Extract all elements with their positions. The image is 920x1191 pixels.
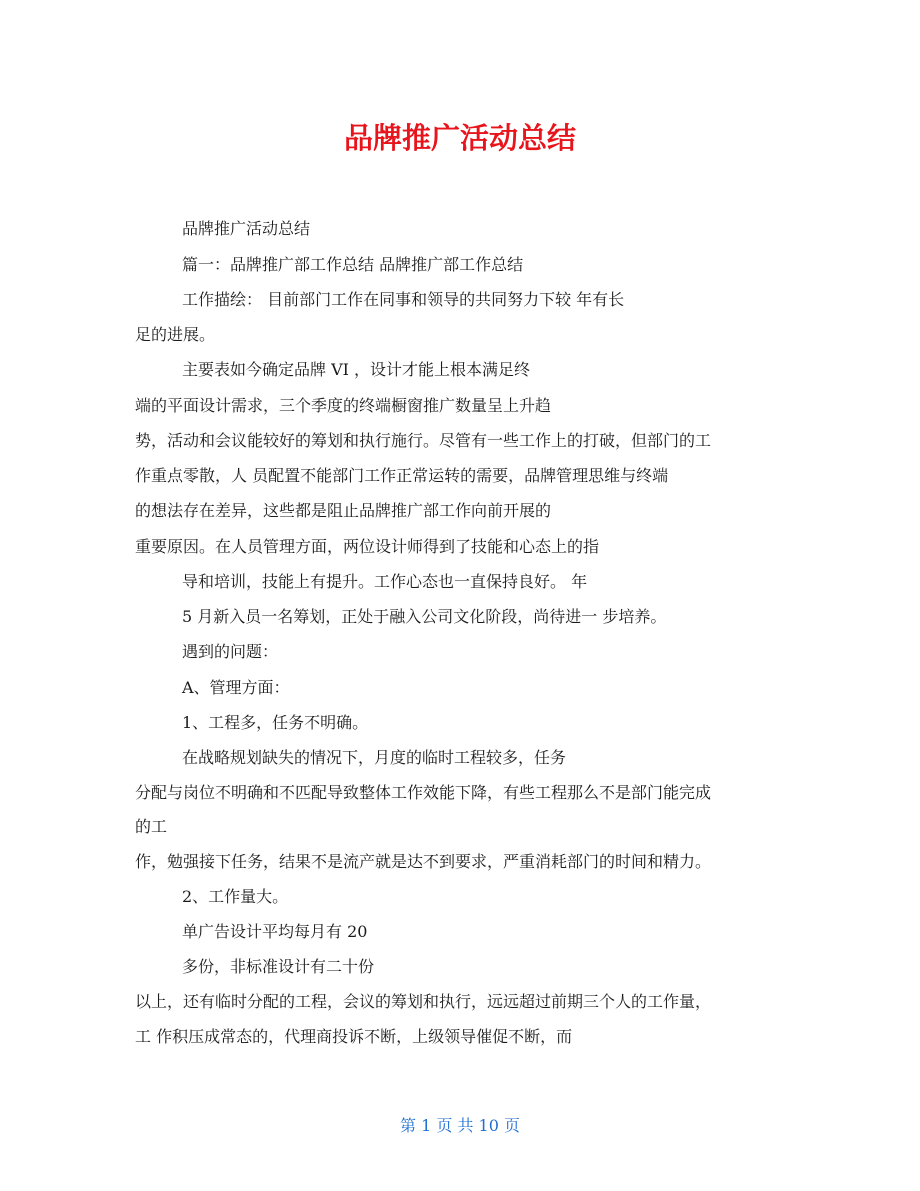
paragraph-line: 作重点零散，人 员配置不能部门工作正常运转的需要，品牌管理思维与终端 — [135, 466, 669, 485]
paragraph-line: 足的进展。 — [135, 325, 216, 344]
paragraph-line: 工作描绘： 目前部门工作在同事和领导的共同努力下较 年有长 — [182, 290, 625, 309]
paragraph-line: 多份，非标准设计有二十份 — [182, 957, 375, 976]
paragraph-line: 端的平面设计需求，三个季度的终端橱窗推广数量呈上升趋 — [135, 396, 552, 415]
paragraph-line: 工 作积压成常态的，代理商投诉不断，上级领导催促不断，而 — [135, 1027, 573, 1046]
paragraph-line: 以上，还有临时分配的工程，会议的筹划和执行，远远超过前期三个人的工作量， — [135, 992, 712, 1011]
paragraph-line: 导和培训，技能上有提升。工作心态也一直保持良好。 年 — [182, 572, 588, 591]
paragraph-line: 遇到的问题： — [182, 642, 279, 661]
paragraph-line: 2、工作量大。 — [182, 887, 289, 906]
paragraph-line: 单广告设计平均每月有 20 — [182, 922, 368, 941]
paragraph-line: 在战略规划缺失的情况下，月度的临时工程较多，任务 — [182, 748, 567, 767]
paragraph-line: 分配与岗位不明确和不匹配导致整体工作效能下降，有些工程那么不是部门能完成 — [135, 783, 712, 802]
paragraph-line: 的想法存在差异，这些都是阻止品牌推广部工作向前开展的 — [135, 501, 552, 520]
paragraph-line: 的工 — [135, 817, 168, 836]
paragraph-line: 1、工程多，任务不明确。 — [182, 713, 369, 732]
paragraph-line: A、管理方面： — [182, 678, 290, 697]
paragraph-line: 重要原因。在人员管理方面，两位设计师得到了技能和心态上的指 — [135, 537, 600, 556]
paragraph-line: 篇一：品牌推广部工作总结 品牌推广部工作总结 — [182, 255, 524, 274]
paragraph-line: 品牌推广活动总结 — [182, 219, 311, 238]
page-number-footer: 第 1 页 共 10 页 — [400, 1116, 520, 1135]
paragraph-line: 5 月新入员一名筹划，正处于融入公司文化阶段，尚待进一 步培养。 — [182, 607, 667, 626]
paragraph-line: 主要表如今确定品牌 VI ，设计才能上根本满足终 — [182, 360, 531, 379]
paragraph-line: 作，勉强接下任务，结果不是流产就是达不到要求，严重消耗部门的时间和精力。 — [135, 852, 712, 871]
paragraph-line: 势，活动和会议能较好的筹划和执行施行。尽管有一些工作上的打破，但部门的工 — [135, 431, 712, 450]
document-title: 品牌推广活动总结 — [343, 121, 576, 155]
